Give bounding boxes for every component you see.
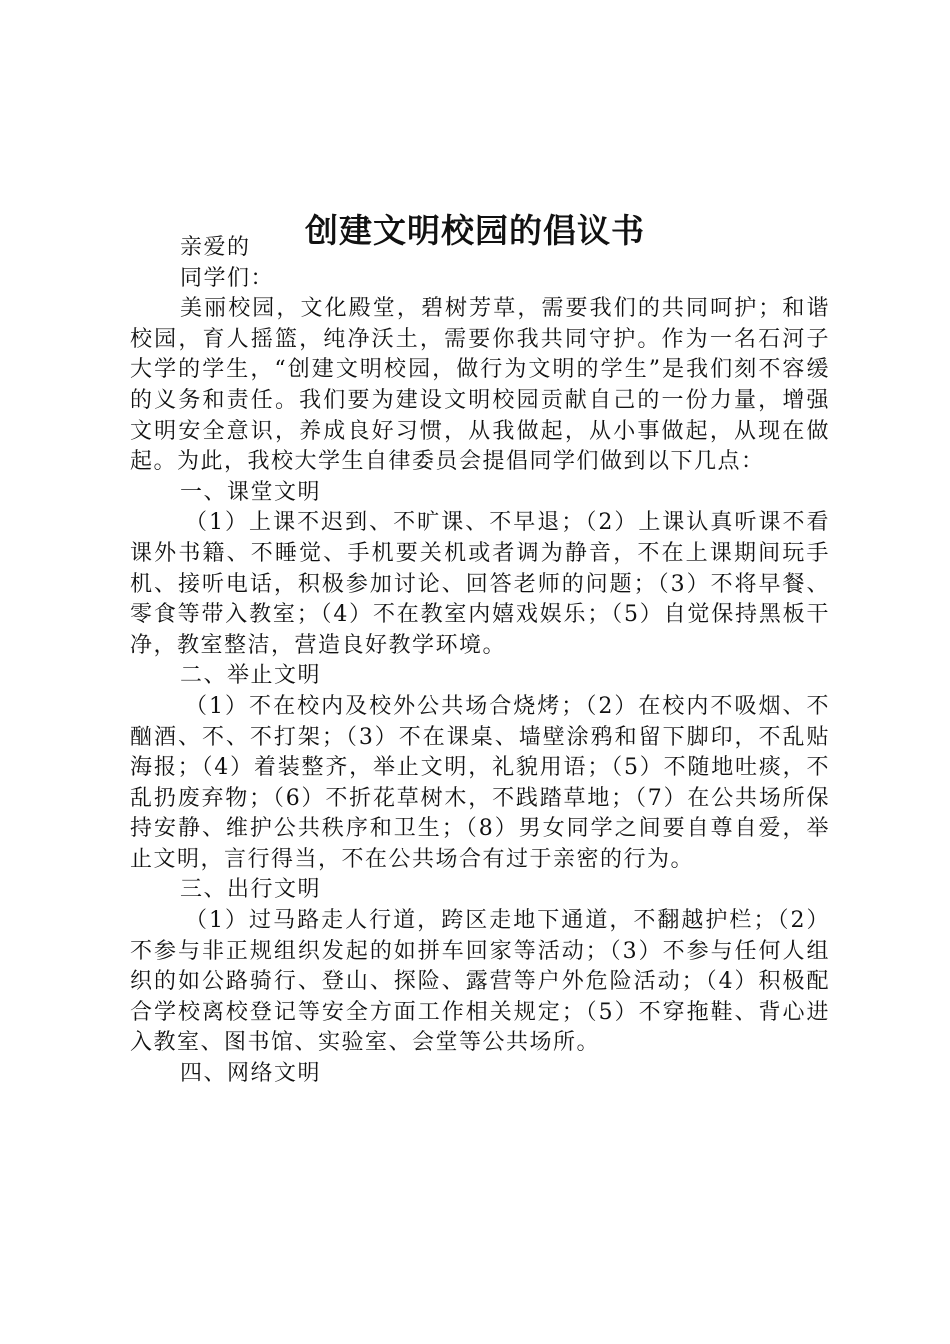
section-heading-travel: 三、出行文明	[180, 877, 322, 903]
section-heading-behavior: 二、举止文明	[180, 663, 322, 689]
section-content-behavior: （1）不在校内及校外公共场合烧烤；（2）在校内不吸烟、不酗酒、不、不打架；（3）不在课桌、墙壁涂鸦和留下脚印，不乱贴海报；（4）着装整齐，举止文明，礼貌用语；（5）不随地吐痰，不乱扔废弃物；（6）不折花草树木，不践踏草地；（7）在公共场所保持安静、维护公共秩序和卫生；（8）男女同学之间要自尊自爱，举止文明，言行得当，不在公共场合有过于亲密的行为。	[130, 693, 830, 872]
section-content-travel: （1）过马路走人行道，跨区走地下通道，不翻越护栏；（2）不参与非正规组织发起的如拼车回家等活动；（3）不参与任何人组织的如公路骑行、登山、探险、露营等户外危险活动；（4）积极配合学校离校登记等安全方面工作相关规定；（5）不穿拖鞋、背心进入教室、图书馆、实验室、会堂等公共场所。	[130, 908, 830, 1056]
section-heading-network: 四、网络文明	[180, 1061, 322, 1087]
greeting-line-2: 同学们：	[180, 265, 275, 291]
document-body	[130, 233, 830, 1090]
greeting-line-1: 亲爱的	[180, 235, 251, 260]
document-title: 创建文明校园的倡议书	[305, 211, 645, 251]
section-heading-classroom: 一、课堂文明	[180, 479, 322, 505]
intro-paragraph: 美丽校园，文化殿堂，碧树芳草，需要我们的共同呵护；和谐校园，育人摇篮，纯净沃土，需要你我共同守护。作为一名石河子大学的学生，“创建文明校园，做行为文明的学生”是我们刻不容缓的义务和责任。我们要为建设文明校园贡献自己的一份力量，增强文明安全意识，养成良好习惯，从我做起，从小事做起，从现在做起。为此，我校大学生自律委员会提倡同学们做到以下几点：	[130, 296, 830, 475]
section-content-classroom: （1）上课不迟到、不旷课、不早退；（2）上课认真听课不看课外书籍、不睡觉、手机要关机或者调为静音，不在上课期间玩手机、接听电话，积极参加讨论、回答老师的问题；（3）不将早餐、零食等带入教室；（4）不在教室内嬉戏娱乐；（5）自觉保持黑板干净，教室整洁，营造良好教学环境。	[130, 510, 830, 658]
